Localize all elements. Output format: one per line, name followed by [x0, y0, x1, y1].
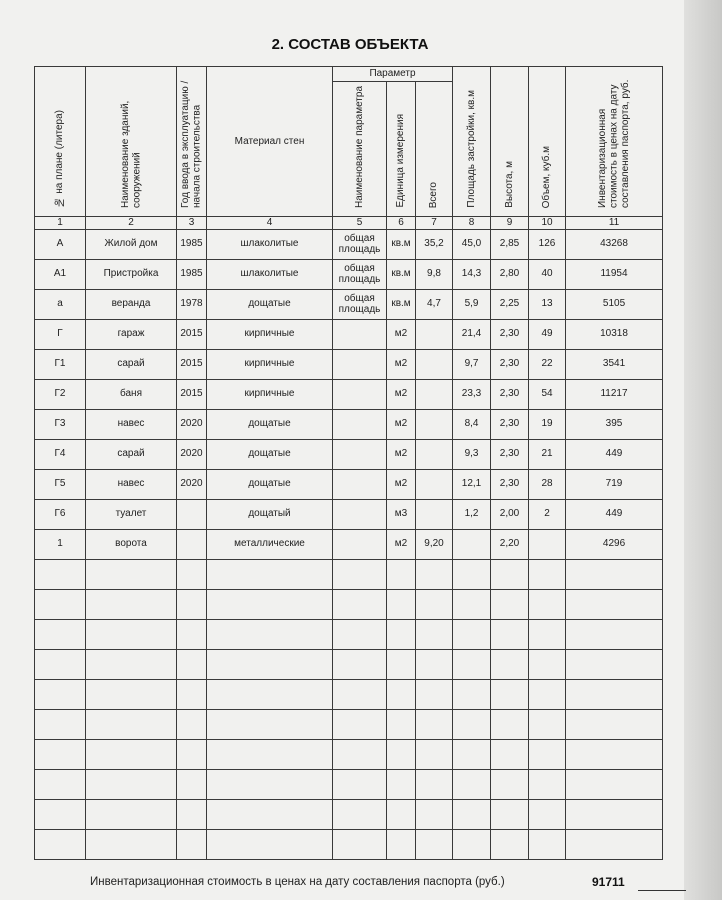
table-row: [35, 289, 663, 319]
empty-cell: [177, 679, 207, 709]
empty-cell: [333, 709, 387, 739]
cell-area: 1,2: [453, 499, 491, 529]
empty-cell: [86, 709, 177, 739]
empty-cell: [387, 799, 416, 829]
cell-unit: м2: [387, 409, 416, 439]
cell-volume: 2: [529, 499, 566, 529]
cell-total: 9,20: [416, 529, 453, 559]
cell-unit: м3: [387, 499, 416, 529]
empty-cell: [86, 559, 177, 589]
empty-cell: [453, 679, 491, 709]
empty-cell: [566, 739, 663, 769]
empty-row: [35, 649, 663, 679]
cell-height: 2,30: [491, 349, 529, 379]
empty-cell: [35, 619, 86, 649]
col-number: 7: [416, 216, 453, 229]
cell-material: кирпичные: [207, 319, 333, 349]
empty-cell: [333, 589, 387, 619]
empty-cell: [416, 589, 453, 619]
empty-cell: [177, 829, 207, 859]
empty-cell: [207, 799, 333, 829]
cell-letter: Г1: [35, 349, 86, 379]
empty-cell: [529, 589, 566, 619]
cell-volume: 19: [529, 409, 566, 439]
header-col10: Объем, куб.м: [529, 67, 566, 217]
empty-cell: [491, 829, 529, 859]
empty-cell: [416, 649, 453, 679]
cell-volume: 28: [529, 469, 566, 499]
empty-cell: [207, 739, 333, 769]
header-col9: Высота, м: [491, 67, 529, 217]
cell-letter: Г6: [35, 499, 86, 529]
cell-height: 2,25: [491, 289, 529, 319]
cell-area: 9,3: [453, 439, 491, 469]
cell-height: 2,20: [491, 529, 529, 559]
cell-param: общая площадь: [333, 229, 387, 259]
cell-total: [416, 319, 453, 349]
empty-cell: [491, 769, 529, 799]
table-row: [35, 229, 663, 259]
empty-cell: [529, 769, 566, 799]
empty-cell: [86, 799, 177, 829]
empty-cell: [529, 739, 566, 769]
empty-cell: [529, 799, 566, 829]
empty-cell: [453, 589, 491, 619]
empty-cell: [177, 649, 207, 679]
empty-row: [35, 589, 663, 619]
cell-year: 1985: [177, 259, 207, 289]
empty-cell: [453, 769, 491, 799]
empty-cell: [416, 739, 453, 769]
empty-cell: [387, 559, 416, 589]
cell-material: дощатый: [207, 499, 333, 529]
cell-letter: Г2: [35, 379, 86, 409]
cell-year: [177, 499, 207, 529]
header-col4: Материал стен: [207, 67, 333, 217]
cell-name: сарай: [86, 349, 177, 379]
cell-name: ворота: [86, 529, 177, 559]
empty-cell: [35, 799, 86, 829]
header-col2: Наименование зданий, сооружений: [86, 67, 177, 217]
cell-cost: 10318: [566, 319, 663, 349]
object-composition-table: [34, 66, 663, 860]
cell-cost: 5105: [566, 289, 663, 319]
table-row: [35, 349, 663, 379]
cell-total: 4,7: [416, 289, 453, 319]
empty-cell: [35, 739, 86, 769]
cell-cost: 449: [566, 439, 663, 469]
cell-area: [453, 529, 491, 559]
empty-cell: [333, 799, 387, 829]
empty-cell: [387, 679, 416, 709]
empty-cell: [491, 679, 529, 709]
header-col11: Инвентаризационная стоимость в ценах на дату составления паспорта, руб.: [566, 67, 663, 217]
empty-cell: [35, 649, 86, 679]
page-title: 2. СОСТАВ ОБЪЕКТА: [271, 36, 429, 53]
col-number: 1: [35, 216, 86, 229]
cell-area: 9,7: [453, 349, 491, 379]
empty-cell: [177, 739, 207, 769]
header-col8: Площадь застройки, кв.м: [453, 67, 491, 217]
cell-year: 2015: [177, 349, 207, 379]
empty-cell: [333, 649, 387, 679]
empty-cell: [207, 829, 333, 859]
cell-height: 2,30: [491, 319, 529, 349]
cell-unit: м2: [387, 469, 416, 499]
cell-material: металлические: [207, 529, 333, 559]
empty-cell: [529, 559, 566, 589]
empty-cell: [207, 589, 333, 619]
empty-row: [35, 709, 663, 739]
empty-cell: [35, 679, 86, 709]
col-number: 3: [177, 216, 207, 229]
cell-height: 2,30: [491, 379, 529, 409]
table-row: [35, 409, 663, 439]
empty-cell: [566, 709, 663, 739]
cell-year: 2020: [177, 439, 207, 469]
empty-cell: [491, 559, 529, 589]
cell-letter: А: [35, 229, 86, 259]
cell-letter: а: [35, 289, 86, 319]
cell-letter: Г3: [35, 409, 86, 439]
empty-cell: [177, 709, 207, 739]
empty-row: [35, 829, 663, 859]
empty-cell: [416, 709, 453, 739]
empty-row: [35, 769, 663, 799]
cell-cost: 11217: [566, 379, 663, 409]
cell-height: 2,85: [491, 229, 529, 259]
empty-cell: [566, 619, 663, 649]
header-col1: № на плане (литера): [35, 67, 86, 217]
cell-height: 2,00: [491, 499, 529, 529]
cell-year: [177, 529, 207, 559]
header-row: [35, 67, 663, 82]
empty-cell: [35, 829, 86, 859]
empty-cell: [86, 829, 177, 859]
cell-volume: 22: [529, 349, 566, 379]
cell-cost: 3541: [566, 349, 663, 379]
empty-cell: [453, 739, 491, 769]
cell-volume: [529, 529, 566, 559]
cell-name: баня: [86, 379, 177, 409]
col-number: 10: [529, 216, 566, 229]
empty-cell: [566, 559, 663, 589]
cell-year: 2020: [177, 409, 207, 439]
cell-cost: 11954: [566, 259, 663, 289]
cell-year: 2020: [177, 469, 207, 499]
cell-param: [333, 499, 387, 529]
cell-height: 2,30: [491, 439, 529, 469]
header-col3: Год ввода в эксплуатацию / начала строительства: [177, 67, 207, 217]
cell-unit: м2: [387, 319, 416, 349]
empty-cell: [529, 709, 566, 739]
cell-height: 2,80: [491, 259, 529, 289]
empty-cell: [177, 559, 207, 589]
cell-name: Пристройка: [86, 259, 177, 289]
empty-rows: [35, 559, 663, 859]
table-row: [35, 259, 663, 289]
empty-cell: [453, 829, 491, 859]
empty-cell: [491, 589, 529, 619]
cell-name: навес: [86, 469, 177, 499]
empty-row: [35, 679, 663, 709]
empty-cell: [453, 649, 491, 679]
cell-material: дощатые: [207, 289, 333, 319]
cell-material: шлаколитые: [207, 229, 333, 259]
col-number: 8: [453, 216, 491, 229]
empty-cell: [86, 769, 177, 799]
empty-cell: [207, 649, 333, 679]
cell-material: кирпичные: [207, 349, 333, 379]
empty-cell: [566, 829, 663, 859]
empty-cell: [333, 739, 387, 769]
empty-cell: [207, 709, 333, 739]
empty-cell: [566, 799, 663, 829]
cell-area: 45,0: [453, 229, 491, 259]
empty-cell: [387, 589, 416, 619]
cell-name: навес: [86, 409, 177, 439]
empty-cell: [177, 619, 207, 649]
empty-cell: [207, 619, 333, 649]
empty-cell: [333, 559, 387, 589]
empty-cell: [35, 769, 86, 799]
empty-cell: [453, 709, 491, 739]
data-rows: [35, 229, 663, 559]
cell-unit: м2: [387, 529, 416, 559]
cell-unit: кв.м: [387, 289, 416, 319]
cell-volume: 49: [529, 319, 566, 349]
cell-name: сарай: [86, 439, 177, 469]
empty-cell: [207, 679, 333, 709]
table-row: [35, 319, 663, 349]
cell-cost: 43268: [566, 229, 663, 259]
cell-name: Жилой дом: [86, 229, 177, 259]
cell-param: общая площадь: [333, 259, 387, 289]
col-number: 6: [387, 216, 416, 229]
cell-cost: 449: [566, 499, 663, 529]
empty-cell: [177, 799, 207, 829]
cell-total: [416, 409, 453, 439]
cell-area: 21,4: [453, 319, 491, 349]
cell-letter: Г: [35, 319, 86, 349]
empty-cell: [416, 829, 453, 859]
empty-row: [35, 559, 663, 589]
cell-param: [333, 529, 387, 559]
col-number: 9: [491, 216, 529, 229]
empty-cell: [387, 709, 416, 739]
cell-letter: Г5: [35, 469, 86, 499]
empty-cell: [529, 679, 566, 709]
cell-area: 12,1: [453, 469, 491, 499]
empty-cell: [566, 649, 663, 679]
cell-param: [333, 349, 387, 379]
empty-cell: [491, 619, 529, 649]
empty-cell: [529, 619, 566, 649]
column-numbers-row: [35, 216, 663, 229]
empty-cell: [387, 619, 416, 649]
header-col5: Наименование параметра: [333, 82, 387, 217]
empty-cell: [453, 799, 491, 829]
empty-cell: [491, 799, 529, 829]
table-row: [35, 379, 663, 409]
cell-total: [416, 379, 453, 409]
empty-cell: [416, 769, 453, 799]
next-page-edge: [684, 0, 722, 900]
cell-total: [416, 469, 453, 499]
empty-cell: [333, 829, 387, 859]
cell-material: кирпичные: [207, 379, 333, 409]
cell-area: 5,9: [453, 289, 491, 319]
cell-unit: м2: [387, 439, 416, 469]
cell-material: шлаколитые: [207, 259, 333, 289]
footer-underline: [638, 890, 686, 891]
empty-cell: [416, 559, 453, 589]
table-row: [35, 499, 663, 529]
empty-cell: [387, 649, 416, 679]
cell-height: 2,30: [491, 409, 529, 439]
cell-volume: 40: [529, 259, 566, 289]
cell-param: [333, 379, 387, 409]
header-param-group: Параметр: [333, 67, 453, 82]
cell-area: 23,3: [453, 379, 491, 409]
empty-cell: [529, 649, 566, 679]
empty-cell: [566, 589, 663, 619]
cell-total: [416, 499, 453, 529]
cell-cost: 4296: [566, 529, 663, 559]
empty-cell: [491, 739, 529, 769]
cell-unit: кв.м: [387, 259, 416, 289]
cell-unit: м2: [387, 379, 416, 409]
empty-cell: [35, 589, 86, 619]
empty-cell: [387, 739, 416, 769]
empty-cell: [177, 589, 207, 619]
cell-cost: 395: [566, 409, 663, 439]
empty-cell: [453, 559, 491, 589]
table-row: [35, 469, 663, 499]
empty-cell: [207, 769, 333, 799]
empty-cell: [416, 679, 453, 709]
empty-cell: [86, 679, 177, 709]
empty-cell: [416, 799, 453, 829]
cell-material: дощатые: [207, 409, 333, 439]
empty-cell: [491, 649, 529, 679]
cell-param: [333, 469, 387, 499]
col-number: 4: [207, 216, 333, 229]
empty-cell: [333, 769, 387, 799]
empty-cell: [416, 619, 453, 649]
cell-volume: 54: [529, 379, 566, 409]
cell-param: [333, 319, 387, 349]
cell-letter: А1: [35, 259, 86, 289]
empty-cell: [387, 829, 416, 859]
col-number: 5: [333, 216, 387, 229]
cell-year: 1985: [177, 229, 207, 259]
empty-cell: [333, 619, 387, 649]
empty-cell: [35, 709, 86, 739]
col-number: 11: [566, 216, 663, 229]
cell-volume: 21: [529, 439, 566, 469]
cell-total: 35,2: [416, 229, 453, 259]
cell-area: 14,3: [453, 259, 491, 289]
table-row: [35, 529, 663, 559]
empty-cell: [387, 769, 416, 799]
cell-name: веранда: [86, 289, 177, 319]
empty-cell: [566, 769, 663, 799]
cell-cost: 719: [566, 469, 663, 499]
empty-cell: [86, 649, 177, 679]
cell-name: туалет: [86, 499, 177, 529]
cell-unit: м2: [387, 349, 416, 379]
cell-total: [416, 439, 453, 469]
cell-param: [333, 439, 387, 469]
empty-cell: [86, 619, 177, 649]
cell-volume: 13: [529, 289, 566, 319]
empty-row: [35, 799, 663, 829]
cell-param: общая площадь: [333, 289, 387, 319]
cell-total: 9,8: [416, 259, 453, 289]
empty-cell: [207, 559, 333, 589]
cell-year: 2015: [177, 319, 207, 349]
empty-cell: [453, 619, 491, 649]
cell-height: 2,30: [491, 469, 529, 499]
cell-unit: кв.м: [387, 229, 416, 259]
empty-row: [35, 739, 663, 769]
empty-cell: [35, 559, 86, 589]
cell-name: гараж: [86, 319, 177, 349]
cell-material: дощатые: [207, 469, 333, 499]
empty-cell: [86, 739, 177, 769]
footer-label: Инвентаризационная стоимость в ценах на дату составления паспорта (руб.): [90, 876, 505, 888]
col-number: 2: [86, 216, 177, 229]
empty-cell: [566, 679, 663, 709]
cell-param: [333, 409, 387, 439]
empty-cell: [333, 679, 387, 709]
header-col7: Всего: [416, 82, 453, 217]
cell-letter: Г4: [35, 439, 86, 469]
cell-letter: 1: [35, 529, 86, 559]
cell-year: 2015: [177, 379, 207, 409]
footer-total-value: 91711: [592, 875, 625, 889]
empty-row: [35, 619, 663, 649]
cell-material: дощатые: [207, 439, 333, 469]
cell-volume: 126: [529, 229, 566, 259]
cell-total: [416, 349, 453, 379]
empty-cell: [529, 829, 566, 859]
empty-cell: [177, 769, 207, 799]
cell-area: 8,4: [453, 409, 491, 439]
table-row: [35, 439, 663, 469]
cell-year: 1978: [177, 289, 207, 319]
empty-cell: [86, 589, 177, 619]
header-col6: Единица измерения: [387, 82, 416, 217]
empty-cell: [491, 709, 529, 739]
